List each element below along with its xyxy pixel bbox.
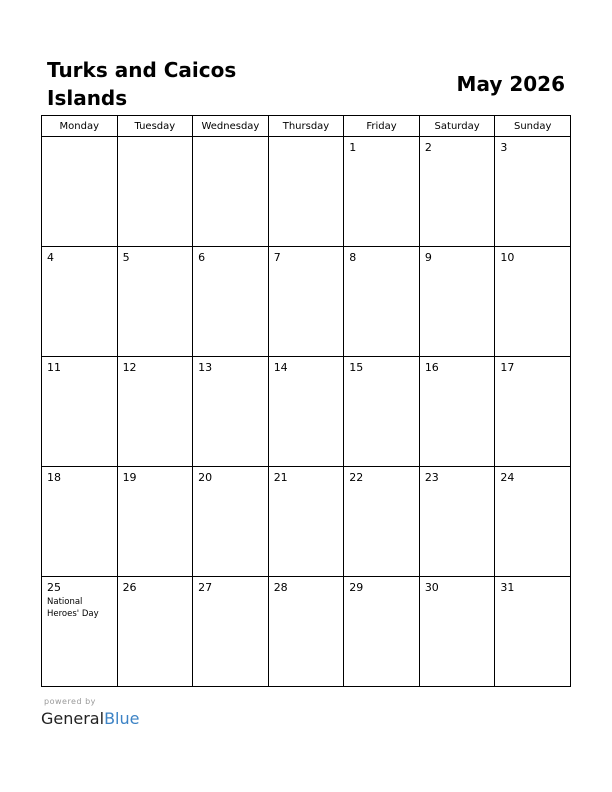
weekday-header: Tuesday [117, 116, 193, 137]
day-number: 23 [424, 471, 439, 484]
day-number: 10 [500, 251, 515, 264]
generalblue-branding[interactable] [41, 697, 139, 729]
day-cell [42, 247, 118, 357]
day-number: 11 [47, 361, 61, 374]
day-cell [268, 467, 344, 577]
day-number: 31 [500, 581, 515, 594]
day-cell [344, 357, 420, 467]
day-cell [344, 247, 420, 357]
day-number: 28 [273, 581, 288, 594]
day-number: 12 [122, 361, 137, 374]
day-number: 20 [198, 471, 213, 484]
day-number: 13 [198, 361, 213, 374]
day-number: 4 [47, 251, 54, 264]
day-number: 15 [349, 361, 364, 374]
day-cell-holiday [42, 577, 118, 687]
day-cell [268, 357, 344, 467]
calendar-week-row [42, 137, 571, 247]
day-cell [193, 357, 269, 467]
day-cell [117, 467, 193, 577]
powered-by-label: powered by [44, 697, 96, 706]
weekday-header: Wednesday [193, 116, 269, 137]
day-cell [419, 137, 495, 247]
day-number: 1 [349, 141, 357, 154]
day-cell [495, 247, 571, 357]
day-cell [344, 137, 420, 247]
generalblue-logo[interactable] [41, 709, 139, 729]
day-cell [42, 467, 118, 577]
day-number: 2 [424, 141, 432, 154]
day-cell-empty [117, 137, 193, 247]
weekday-header: Saturday [419, 116, 495, 137]
day-number: 19 [122, 471, 137, 484]
day-cell [419, 467, 495, 577]
day-number: 6 [198, 251, 206, 264]
day-cell [193, 247, 269, 357]
day-cell [419, 247, 495, 357]
calendar-country-title: Turks and Caicos Islands [47, 58, 237, 110]
day-number: 3 [500, 141, 508, 154]
day-cell-empty [268, 137, 344, 247]
day-number: 21 [273, 471, 288, 484]
day-number: 30 [424, 581, 439, 594]
calendar-week-row [42, 357, 571, 467]
day-cell-empty [193, 137, 269, 247]
day-number: 25 [47, 581, 61, 594]
day-number: 16 [424, 361, 439, 374]
day-cell [117, 357, 193, 467]
day-number: 26 [122, 581, 137, 594]
calendar-month-title: May 2026 [456, 72, 565, 96]
weekday-header: Sunday [495, 116, 571, 137]
day-cell [419, 357, 495, 467]
month-calendar-grid [41, 115, 571, 687]
day-cell [268, 577, 344, 687]
calendar-week-row [42, 577, 571, 687]
day-number: 29 [349, 581, 364, 594]
logo-text-general: General [41, 709, 105, 728]
holiday-label: National Heroes' Day [47, 597, 99, 619]
day-number: 14 [273, 361, 288, 374]
day-number: 17 [500, 361, 515, 374]
weekday-header: Monday [42, 116, 118, 137]
calendar-week-row [42, 247, 571, 357]
day-cell [495, 137, 571, 247]
day-cell [495, 357, 571, 467]
day-cell [193, 467, 269, 577]
logo-text-blue: Blue [104, 709, 140, 728]
weekday-header-row [42, 116, 571, 137]
day-number: 7 [273, 251, 281, 264]
day-number: 9 [424, 251, 432, 264]
day-cell [117, 247, 193, 357]
day-cell-empty [42, 137, 118, 247]
day-cell [344, 577, 420, 687]
day-number: 8 [349, 251, 357, 264]
day-cell [42, 357, 118, 467]
weekday-header: Thursday [268, 116, 344, 137]
day-cell [344, 467, 420, 577]
day-cell [419, 577, 495, 687]
day-number: 5 [122, 251, 130, 264]
day-cell [495, 467, 571, 577]
day-number: 24 [500, 471, 515, 484]
weekday-header: Friday [344, 116, 420, 137]
day-number: 27 [198, 581, 213, 594]
day-number: 22 [349, 471, 364, 484]
day-cell [117, 577, 193, 687]
day-cell [268, 247, 344, 357]
day-cell [193, 577, 269, 687]
calendar-week-row [42, 467, 571, 577]
day-cell [495, 577, 571, 687]
day-number: 18 [47, 471, 61, 484]
